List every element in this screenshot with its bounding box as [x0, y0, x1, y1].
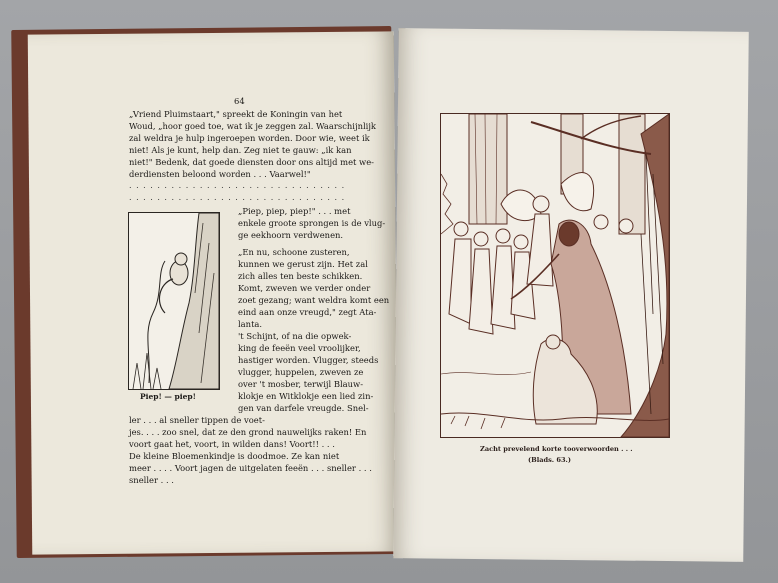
page-number: 64	[234, 96, 245, 106]
text-line: zal weldra je hulp ingeroepen worden. Door wie, weet ik	[129, 133, 370, 143]
text-line: ler . . . al sneller tippen de voet-	[129, 415, 265, 425]
text-line: zich alles ten beste schikken.	[238, 271, 363, 281]
text-line: king de feeën veel vroolijker,	[238, 343, 361, 353]
text-line: 't Schijnt, of na die opwek-	[238, 331, 352, 341]
text-line: kunnen we gerust zijn. Het zal	[238, 259, 368, 269]
text-line: gen van darfele vreugde. Snel-	[238, 403, 369, 413]
text-line: meer . . . . Voort jagen de uitgelaten feeën . . . sneller . . .	[129, 463, 372, 473]
fairy-illustration	[440, 113, 670, 438]
text-line: Woud, „hoor goed toe, wat ik je zeggen zal. Waarschijnlijk	[129, 121, 376, 131]
text-line: enkele groote sprongen is de vlug-	[238, 218, 386, 228]
text-line: De kleine Bloemenkindje is doodmoe. Ze kan niet	[129, 451, 340, 461]
text-line: jes. . . . zoo snel, dat ze den grond nauwelijks raken! En	[129, 427, 367, 437]
illustration-page-reference: (Blads. 63.)	[528, 456, 571, 464]
text-line: Komt, zweven we verder onder	[238, 283, 371, 293]
text-line: eind aan onze vreugd," zegt Ata-	[238, 307, 377, 317]
fairy-scene-drawing	[441, 114, 669, 437]
squirrel-drawing	[129, 213, 219, 389]
text-line: vlugger, huppelen, zweven ze	[238, 367, 364, 377]
text-line: derdiensten beloond worden . . . Vaarwel!"	[129, 169, 311, 179]
text-line: niet! Als je kunt, help dan. Zeg niet te gauw: „ik kan	[129, 145, 352, 155]
text-line: sneller . . .	[129, 475, 174, 485]
text-line: klokje en Witklokje een lied zin-	[238, 391, 374, 401]
illustration-caption: Zacht prevelend korte tooverwoorden . . .	[480, 445, 633, 453]
dotted-separator: . . . . . . . . . . . . . . . . . . . . . . . . . . . . . . .	[129, 181, 346, 190]
text-line: niet!" Bedenk, dat goede diensten door ons altijd met we-	[129, 157, 375, 167]
text-line: hastiger worden. Vlugger, steeds	[238, 355, 379, 365]
text-line: „Vriend Pluimstaart," spreekt de Koningin van het	[129, 109, 343, 119]
text-line: „En nu, schoone zusteren,	[238, 247, 350, 257]
text-line: ge eekhoorn verdwenen.	[238, 230, 344, 240]
text-line: lanta.	[238, 319, 263, 329]
text-line: „Piep, piep, piep!" . . . met	[238, 206, 351, 216]
text-line: zoet gezang; want weldra komt een	[238, 295, 390, 305]
figure-caption: Piep! — piep!	[140, 392, 196, 401]
text-line: over 't mosber, terwijl Blauw-	[238, 379, 364, 389]
dotted-separator: . . . . . . . . . . . . . . . . . . . . . . . . . . . . . . .	[129, 193, 346, 202]
text-line: voort gaat het, voort, in wilden dans! Voort!! . . .	[129, 439, 335, 449]
squirrel-illustration	[128, 212, 220, 390]
